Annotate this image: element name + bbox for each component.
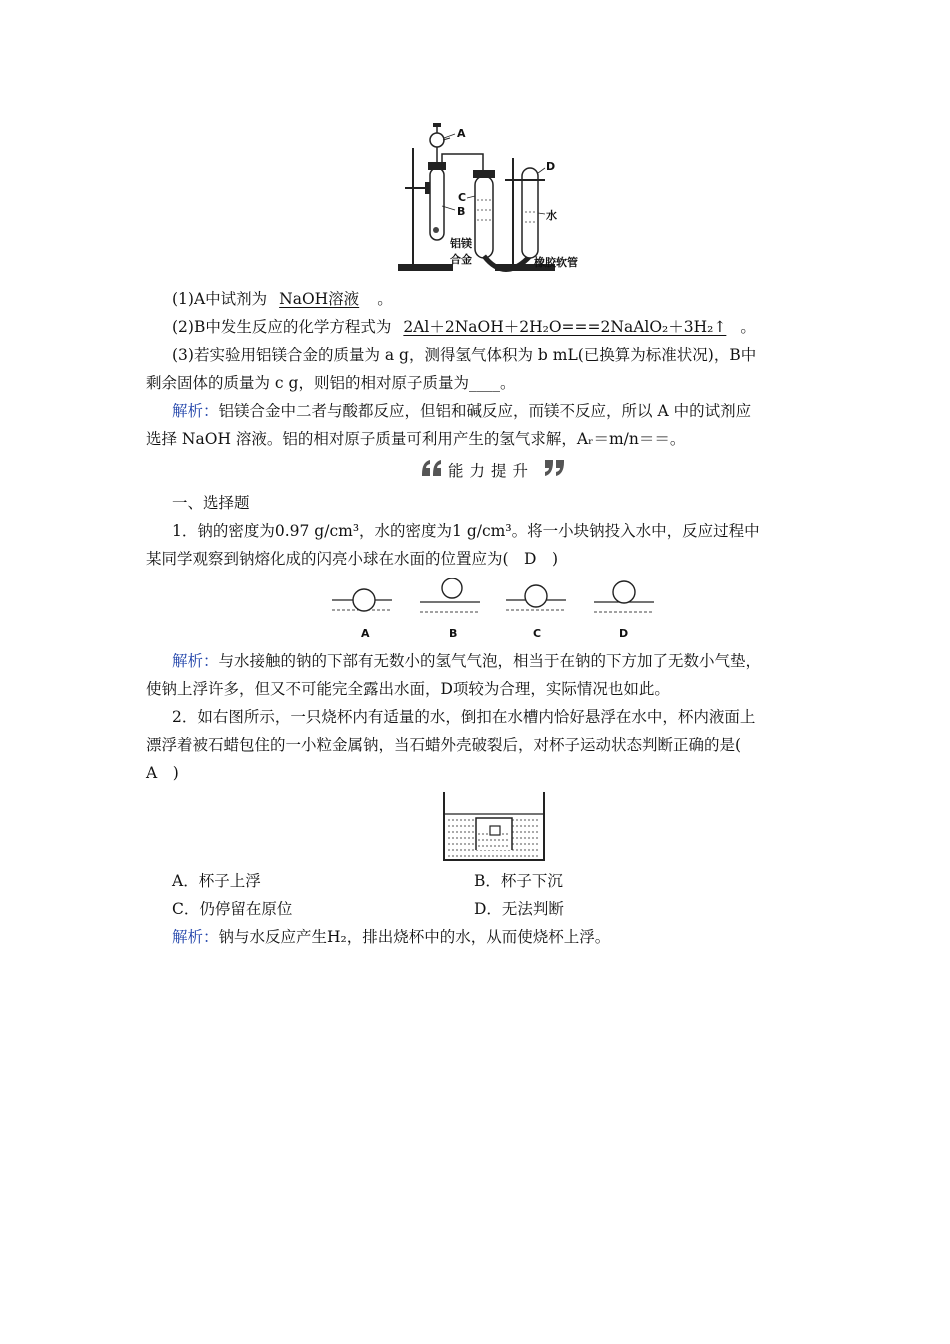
label-hose: 橡胶软管 — [534, 256, 578, 269]
q1-analysis-line-1 — [172, 650, 761, 672]
label-d: D — [546, 160, 556, 173]
q1-1-prefix: (1)A中试剂为 — [172, 290, 268, 308]
q2-option-d: D．无法判断 — [474, 900, 564, 918]
label-alloy-1: 铝镁 — [450, 237, 472, 250]
q2-option-c: C．仍停留在原位 — [172, 900, 293, 918]
q2-line-3: A ) — [146, 764, 179, 782]
q2-analysis-label: 解析： — [172, 928, 219, 946]
label-water: 水 — [546, 209, 557, 222]
analysis-label: 解析： — [172, 402, 219, 420]
question-1-2 — [172, 316, 756, 338]
analysis-1-line-1 — [172, 400, 751, 422]
section-title-text: 能力提升 — [448, 462, 535, 480]
sodium-position-options-figure — [330, 578, 660, 640]
q2-line-2: 漂浮着被石蜡包住的一小粒金属钠，当石蜡外壳破裂后，对杯子运动状态判断正确的是( — [146, 736, 742, 754]
q1-analysis-label: 解析： — [172, 652, 219, 670]
q1-2-prefix: (2)B中发生反应的化学方程式为 — [172, 318, 392, 336]
q1-analysis-text: 与水接触的钠的下部有无数小的氢气气泡，相当于在钠的下方加了无数小气垫， — [218, 652, 762, 670]
question-1-1 — [172, 288, 393, 310]
analysis-text: 铝镁合金中二者与酸都反应，但铝和碱反应，而镁不反应，所以 A 中的试剂应 — [218, 402, 752, 420]
option-label-a: A — [361, 627, 370, 640]
option-label-c: C — [533, 627, 542, 640]
q1-analysis-line-2: 使钠上浮许多，但又不可能完全露出水面，D项较为合理，实际情况也如此。 — [146, 680, 670, 698]
q2-line-1: 2．如右图所示，一只烧杯内有适量的水，倒扣在水槽内恰好悬浮在水中，杯内液面上 — [172, 708, 756, 726]
option-label-d: D — [619, 627, 629, 640]
section-title — [420, 456, 570, 484]
q2-option-b: B．杯子下沉 — [474, 872, 563, 890]
option-label-b: B — [449, 627, 458, 640]
q1-1-suffix: 。 — [377, 290, 393, 308]
open-quote-icon — [420, 456, 444, 480]
label-alloy-2: 合金 — [450, 253, 472, 266]
label-c: C — [458, 191, 467, 204]
q1-1-answer: NaOH溶液 — [279, 290, 360, 308]
beaker-figure — [440, 790, 550, 864]
q1-line-2: 某同学观察到钠熔化成的闪亮小球在水面的位置应为( D ) — [146, 550, 559, 568]
q1-2-suffix: 。 — [740, 318, 756, 336]
label-b: B — [457, 205, 466, 218]
q1-line-1: 1．钠的密度为0.97 g/cm³，水的密度为1 g/cm³。将一小块钠投入水中，反应过程中 — [172, 522, 760, 540]
q1-2-answer: 2Al＋2NaOH＋2H₂O===2NaAlO₂＋3H₂↑ — [403, 318, 727, 336]
q2-analysis — [172, 926, 610, 948]
question-1-3-line-1: (3)若实验用铝镁合金的质量为 a g，测得氢气体积为 b mL(已换算为标准状况)，B中 — [172, 346, 757, 364]
q2-option-a: A．杯子上浮 — [172, 872, 261, 890]
analysis-1-line-2: 选择 NaOH 溶液。铝的相对原子质量可利用产生的氢气求解，Aᵣ＝m/n＝＝。 — [146, 430, 686, 448]
q2-analysis-text: 钠与水反应产生H₂，排出烧杯中的水，从而使烧杯上浮。 — [218, 928, 611, 946]
label-a: A — [457, 127, 466, 140]
close-quote-icon — [542, 456, 566, 480]
choice-heading: 一、选择题 — [172, 494, 250, 512]
question-1-3-line-2: 剩余固体的质量为 c g，则铝的相对原子质量为____。 — [146, 374, 516, 392]
